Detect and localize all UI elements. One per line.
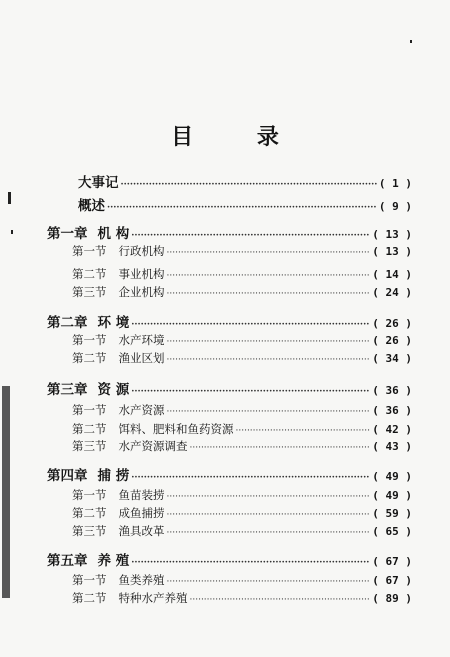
leader-dots — [167, 355, 371, 365]
entry-number: 第二节 — [72, 422, 107, 436]
toc-section — [72, 266, 412, 282]
entry-number: 第三节 — [72, 285, 107, 299]
leader-dots — [167, 577, 371, 587]
leader-dots — [167, 528, 371, 538]
leader-dots — [167, 289, 371, 299]
entry-number: 第三节 — [72, 439, 107, 453]
toc-section — [72, 421, 412, 437]
leader-dots — [107, 203, 377, 213]
entry-label: 鱼类养殖 — [118, 573, 165, 587]
leader-dots — [121, 180, 377, 190]
entry-number: 第三章 — [47, 382, 88, 398]
page-number: ( 13 ) — [372, 245, 412, 258]
page-number: ( 26 ) — [372, 317, 412, 330]
entry-number: 第一节 — [72, 573, 107, 587]
toc-section — [72, 505, 412, 521]
leader-dots — [131, 320, 370, 330]
entry-number: 第五章 — [47, 553, 88, 569]
entry-number: 第二节 — [72, 351, 107, 365]
scan-artifact — [410, 40, 412, 43]
toc-section — [72, 572, 412, 588]
leader-dots — [131, 473, 370, 483]
page-title: 目 录 — [171, 124, 307, 150]
page-number: ( 26 ) — [372, 334, 412, 347]
page-number: ( 59 ) — [372, 507, 412, 520]
toc-section — [72, 284, 412, 300]
entry-label: 环 境 — [97, 315, 130, 331]
entry-label: 行政机构 — [118, 244, 165, 258]
entry-label: 机 构 — [97, 226, 130, 242]
page-number: ( 65 ) — [372, 525, 412, 538]
toc-chapter — [47, 378, 412, 398]
entry-number: 第一节 — [72, 488, 107, 502]
toc-entry — [78, 171, 412, 191]
page-number: ( 36 ) — [372, 384, 412, 397]
entry-label: 特种水产养殖 — [118, 591, 188, 605]
toc-section — [72, 438, 412, 454]
leader-dots — [167, 248, 371, 258]
entry-number: 第一节 — [72, 403, 107, 417]
entry-label: 饵料、肥料和鱼药资源 — [118, 422, 234, 436]
page-number: ( 14 ) — [372, 268, 412, 281]
page-number: ( 36 ) — [372, 404, 412, 417]
page-number: ( 67 ) — [372, 555, 412, 568]
leader-dots — [190, 443, 371, 453]
toc-chapter — [47, 222, 412, 242]
leader-dots — [167, 510, 371, 520]
entry-label: 鱼苗装捞 — [118, 488, 165, 502]
scan-artifact — [2, 386, 10, 598]
page-number: ( 49 ) — [372, 470, 412, 483]
leader-dots — [131, 231, 370, 241]
toc-chapter — [47, 464, 412, 484]
entry-label: 成鱼捕捞 — [118, 506, 165, 520]
leader-dots — [167, 407, 371, 417]
entry-label: 大事记 — [78, 175, 119, 191]
entry-number: 第二章 — [47, 315, 88, 331]
entry-label: 概述 — [78, 198, 105, 214]
toc-chapter — [47, 549, 412, 569]
entry-number: 第一节 — [72, 244, 107, 258]
page-number: ( 89 ) — [372, 592, 412, 605]
entry-label: 渔具改革 — [118, 524, 165, 538]
scan-artifact — [8, 192, 11, 204]
entry-number: 第二节 — [72, 267, 107, 281]
leader-dots — [131, 387, 370, 397]
page-number: ( 43 ) — [372, 440, 412, 453]
page-number: ( 67 ) — [372, 574, 412, 587]
entry-label: 捕 捞 — [97, 468, 130, 484]
entry-number: 第一章 — [47, 226, 88, 242]
entry-number: 第二节 — [72, 591, 107, 605]
leader-dots — [167, 271, 371, 281]
entry-label: 资 源 — [97, 382, 130, 398]
scan-artifact — [11, 230, 13, 234]
toc-section — [72, 243, 412, 259]
page-number: ( 49 ) — [372, 489, 412, 502]
toc-section — [72, 523, 412, 539]
leader-dots — [131, 558, 370, 568]
toc-section — [72, 350, 412, 366]
page-number: ( 42 ) — [372, 423, 412, 436]
entry-label: 渔业区划 — [118, 351, 165, 365]
entry-number: 第四章 — [47, 468, 88, 484]
leader-dots — [236, 426, 371, 436]
toc-section — [72, 402, 412, 418]
toc-chapter — [47, 311, 412, 331]
entry-label: 水产资源调查 — [118, 439, 188, 453]
toc-section — [72, 487, 412, 503]
page-number: ( 1 ) — [378, 177, 412, 190]
entry-label: 事业机构 — [118, 267, 165, 281]
leader-dots — [190, 595, 371, 605]
leader-dots — [167, 337, 371, 347]
entry-label: 水产资源 — [118, 403, 165, 417]
page-number: ( 24 ) — [372, 286, 412, 299]
toc-entry — [78, 194, 412, 214]
page-number: ( 34 ) — [372, 352, 412, 365]
toc-section — [72, 332, 412, 348]
page-number: ( 9 ) — [378, 200, 412, 213]
toc-section — [72, 590, 412, 606]
page-number: ( 13 ) — [372, 228, 412, 241]
entry-number: 第一节 — [72, 333, 107, 347]
entry-label: 水产环境 — [118, 333, 165, 347]
leader-dots — [167, 492, 371, 502]
entry-label: 企业机构 — [118, 285, 165, 299]
entry-number: 第二节 — [72, 506, 107, 520]
entry-label: 养 殖 — [97, 553, 130, 569]
entry-number: 第三节 — [72, 524, 107, 538]
